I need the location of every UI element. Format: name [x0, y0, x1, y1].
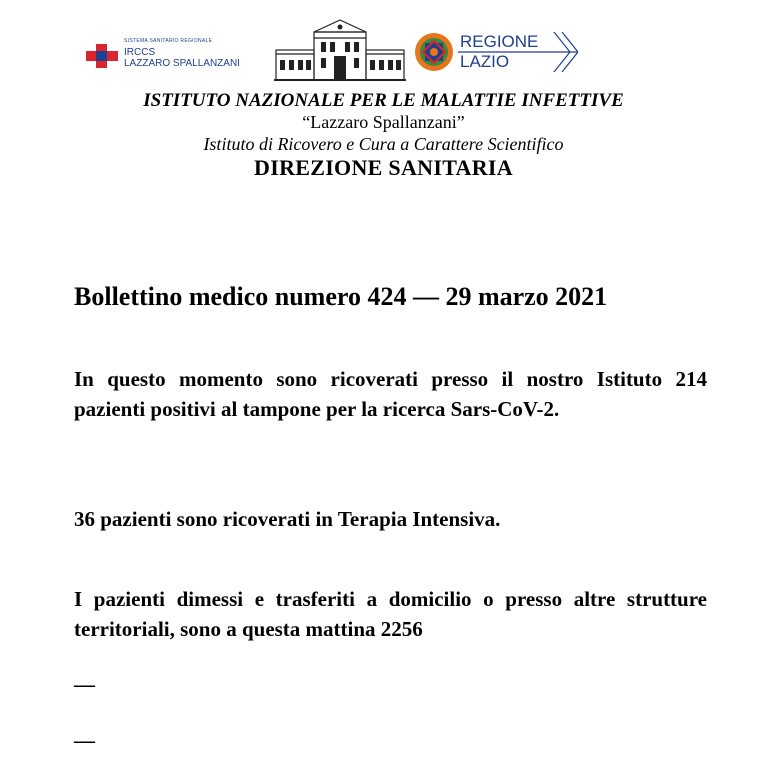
department-title: DIREZIONE SANITARIA	[254, 155, 513, 180]
logo-irccs-line2: LAZZARO SPALLANZANI	[124, 58, 240, 69]
bulletin-title: Bollettino medico numero 424 — 29 marzo 2021	[74, 282, 608, 311]
institute-name: “Lazzaro Spallanzani”	[302, 112, 465, 132]
letterhead	[0, 90, 767, 181]
logo-irccs-line1: IRCCS	[124, 47, 156, 58]
paragraph-discharged: I pazienti dimessi e trasferiti a domicilio o presso altre strutture territoriali, sono a questa mattina 2256	[74, 587, 707, 641]
institute-type: Istituto di Ricovero e Cura a Carattere Scientifico	[203, 134, 564, 154]
paragraph-hospitalized: In questo momento sono ricoverati presso il nostro Istituto 214 pazienti positivi al tampone per la ricerca Sars-CoV-2.	[74, 367, 707, 421]
header-logos	[0, 18, 767, 86]
red-cross-icon	[86, 44, 118, 68]
logo-irccs-name	[124, 47, 240, 69]
regione-text	[460, 32, 538, 72]
institute-building-icon	[274, 18, 406, 84]
regione-line2: LAZIO	[460, 52, 510, 71]
logo-small-caption: SISTEMA SANITARIO REGIONALE	[124, 38, 213, 44]
separator-dash: —	[74, 672, 95, 696]
irccs-spallanzani-logo	[86, 38, 266, 78]
separator-dash: —	[74, 728, 95, 752]
regione-lazio-logo	[414, 30, 584, 78]
institute-title: ISTITUTO NAZIONALE PER LE MALATTIE INFETTIVE	[143, 90, 624, 111]
regione-lazio-emblem-icon	[414, 32, 454, 72]
paragraph-intensive-care: 36 pazienti sono ricoverati in Terapia Intensiva.	[74, 507, 501, 531]
regione-line1: REGIONE	[460, 32, 539, 51]
